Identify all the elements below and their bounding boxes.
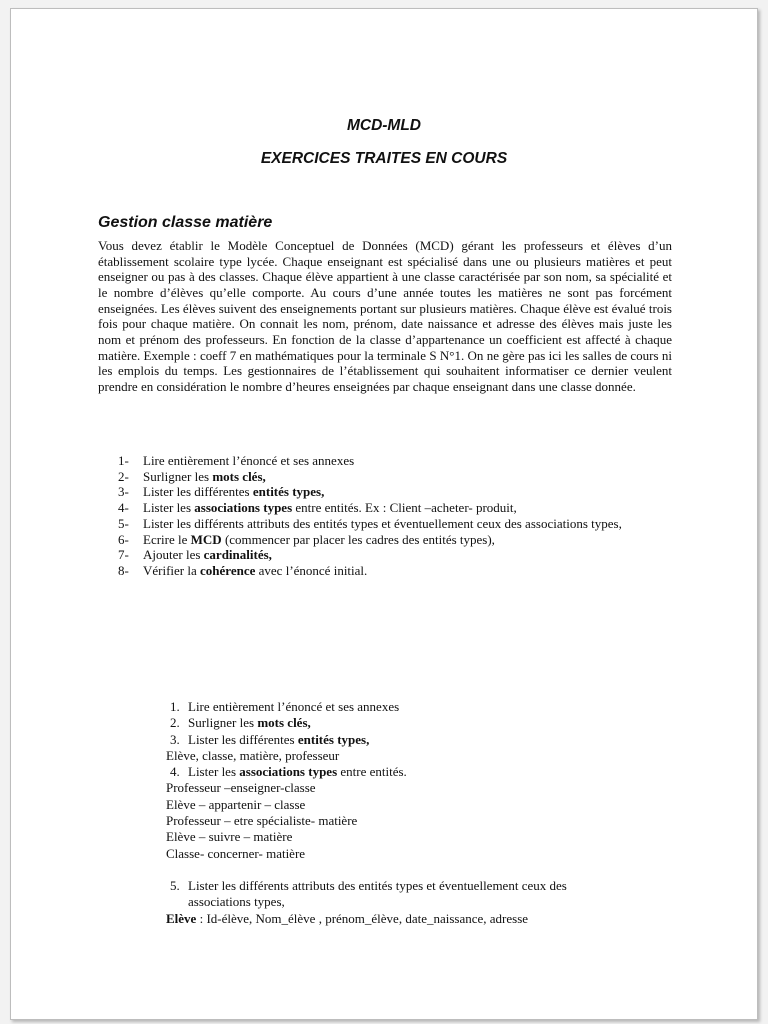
list-item-number: 4-: [118, 500, 129, 516]
list-item-number: 5-: [118, 515, 129, 531]
document-title: MCD-MLD: [346, 117, 422, 134]
association-line: Professeur –enseigner-classe: [166, 780, 316, 796]
association-line: Elève – suivre – matière: [166, 829, 293, 845]
association-line: Classe- concerner- matière: [166, 845, 306, 861]
list-item: 2. Surligner les mots clés,: [170, 715, 311, 731]
list-item-continuation: associations types,: [188, 894, 285, 910]
association-line: Elève – appartenir – classe: [166, 796, 306, 812]
entities-line: Elève, classe, matière, professeur: [166, 747, 340, 763]
list-item-text: Lister les associations types entre entités. Ex : Client –acheter- produit,: [143, 500, 517, 516]
attributes-line: Elève : Id-élève, Nom_élève , prénom_élève, date_naissance, adresse: [166, 910, 529, 926]
list-item-number: 8-: [118, 562, 129, 578]
list-item-text: Lire entièrement l’énoncé et ses annexes: [143, 453, 355, 468]
list-item: 1. Lire entièrement l’énoncé et ses annexes: [170, 699, 400, 714]
exercise-paragraph: Vous devez établir le Modèle Conceptuel de Données (MCD) gérant les professeurs et élèves d’un établissement scolaire type lycée. Chaque enseignant est spécialisé dans une ou plusieurs matières et peut enseigner ou pas à des classes. Chaque élève appartient à une classe caractérisée par son nom, sa spécialité et le nombre d’élèves qu’elle comporte. Au cours d’une année toutes les matières ne sont pas forcément enseignées. Les élèves suivent des enseignements portant sur plusieurs matières. Chaque élève est évalué trois fois pour chaque matière. On connait les nom, prénom, date naissance et adresse des élèves mais juste les nom et prénom des professeurs. En fonction de la classe d’appartenance un coefficient est affecté à chaque matière. Exemple : coeff 7 en mathématiques pour la terminale S N°1. On ne gère pas ici les salles de cours ni les emplois du temps. Les gestionnaires de l’établissement qui souhaitent informatiser ce dernier veulent prendre en considération le nombre d’heures enseignées par chaque enseignant dans une classe donnée.: [98, 238, 672, 394]
list-item-number: 2-: [118, 468, 129, 484]
list-item: [98, 516, 672, 532]
association-line: Professeur – etre spécialiste- matière: [166, 813, 358, 829]
list-item-text: Lister les différents attributs des entités types et éventuellement ceux des associations types,: [143, 515, 622, 531]
list-item-number: 7-: [118, 547, 129, 563]
list-item: 4. Lister les associations types entre entités.: [170, 764, 407, 780]
list-item-number: 3-: [118, 484, 129, 500]
list-item: [98, 484, 672, 500]
document-page: [10, 8, 758, 1020]
list-item-text: Lister les différentes entités types,: [143, 484, 325, 500]
document-subtitle: EXERCICES TRAITES EN COURS: [260, 150, 508, 167]
list-item: 5. Lister les différents attributs des entités types et éventuellement ceux des: [170, 877, 567, 893]
answers-list: [166, 699, 672, 927]
section-heading: Gestion classe matière: [98, 214, 273, 231]
list-item-text: Ajouter les cardinalités,: [143, 547, 272, 563]
list-item: [98, 563, 672, 579]
list-item-number: 6-: [118, 531, 129, 547]
spacer: [166, 862, 672, 878]
list-item-text: Surligner les mots clés,: [143, 468, 266, 484]
list-item-text: Ecrire le MCD (commencer par placer les cadres des entités types),: [143, 531, 495, 547]
list-item: 3. Lister les différentes entités types,: [170, 731, 370, 747]
list-item-text: Vérifier la cohérence avec l’énoncé initial.: [143, 562, 368, 578]
list-item: [98, 547, 672, 563]
steps-list: [98, 453, 672, 579]
list-item-number: 1-: [118, 453, 129, 468]
list-item: [98, 469, 672, 485]
list-item: [98, 532, 672, 548]
list-item: [98, 453, 672, 469]
list-item: [98, 500, 672, 516]
